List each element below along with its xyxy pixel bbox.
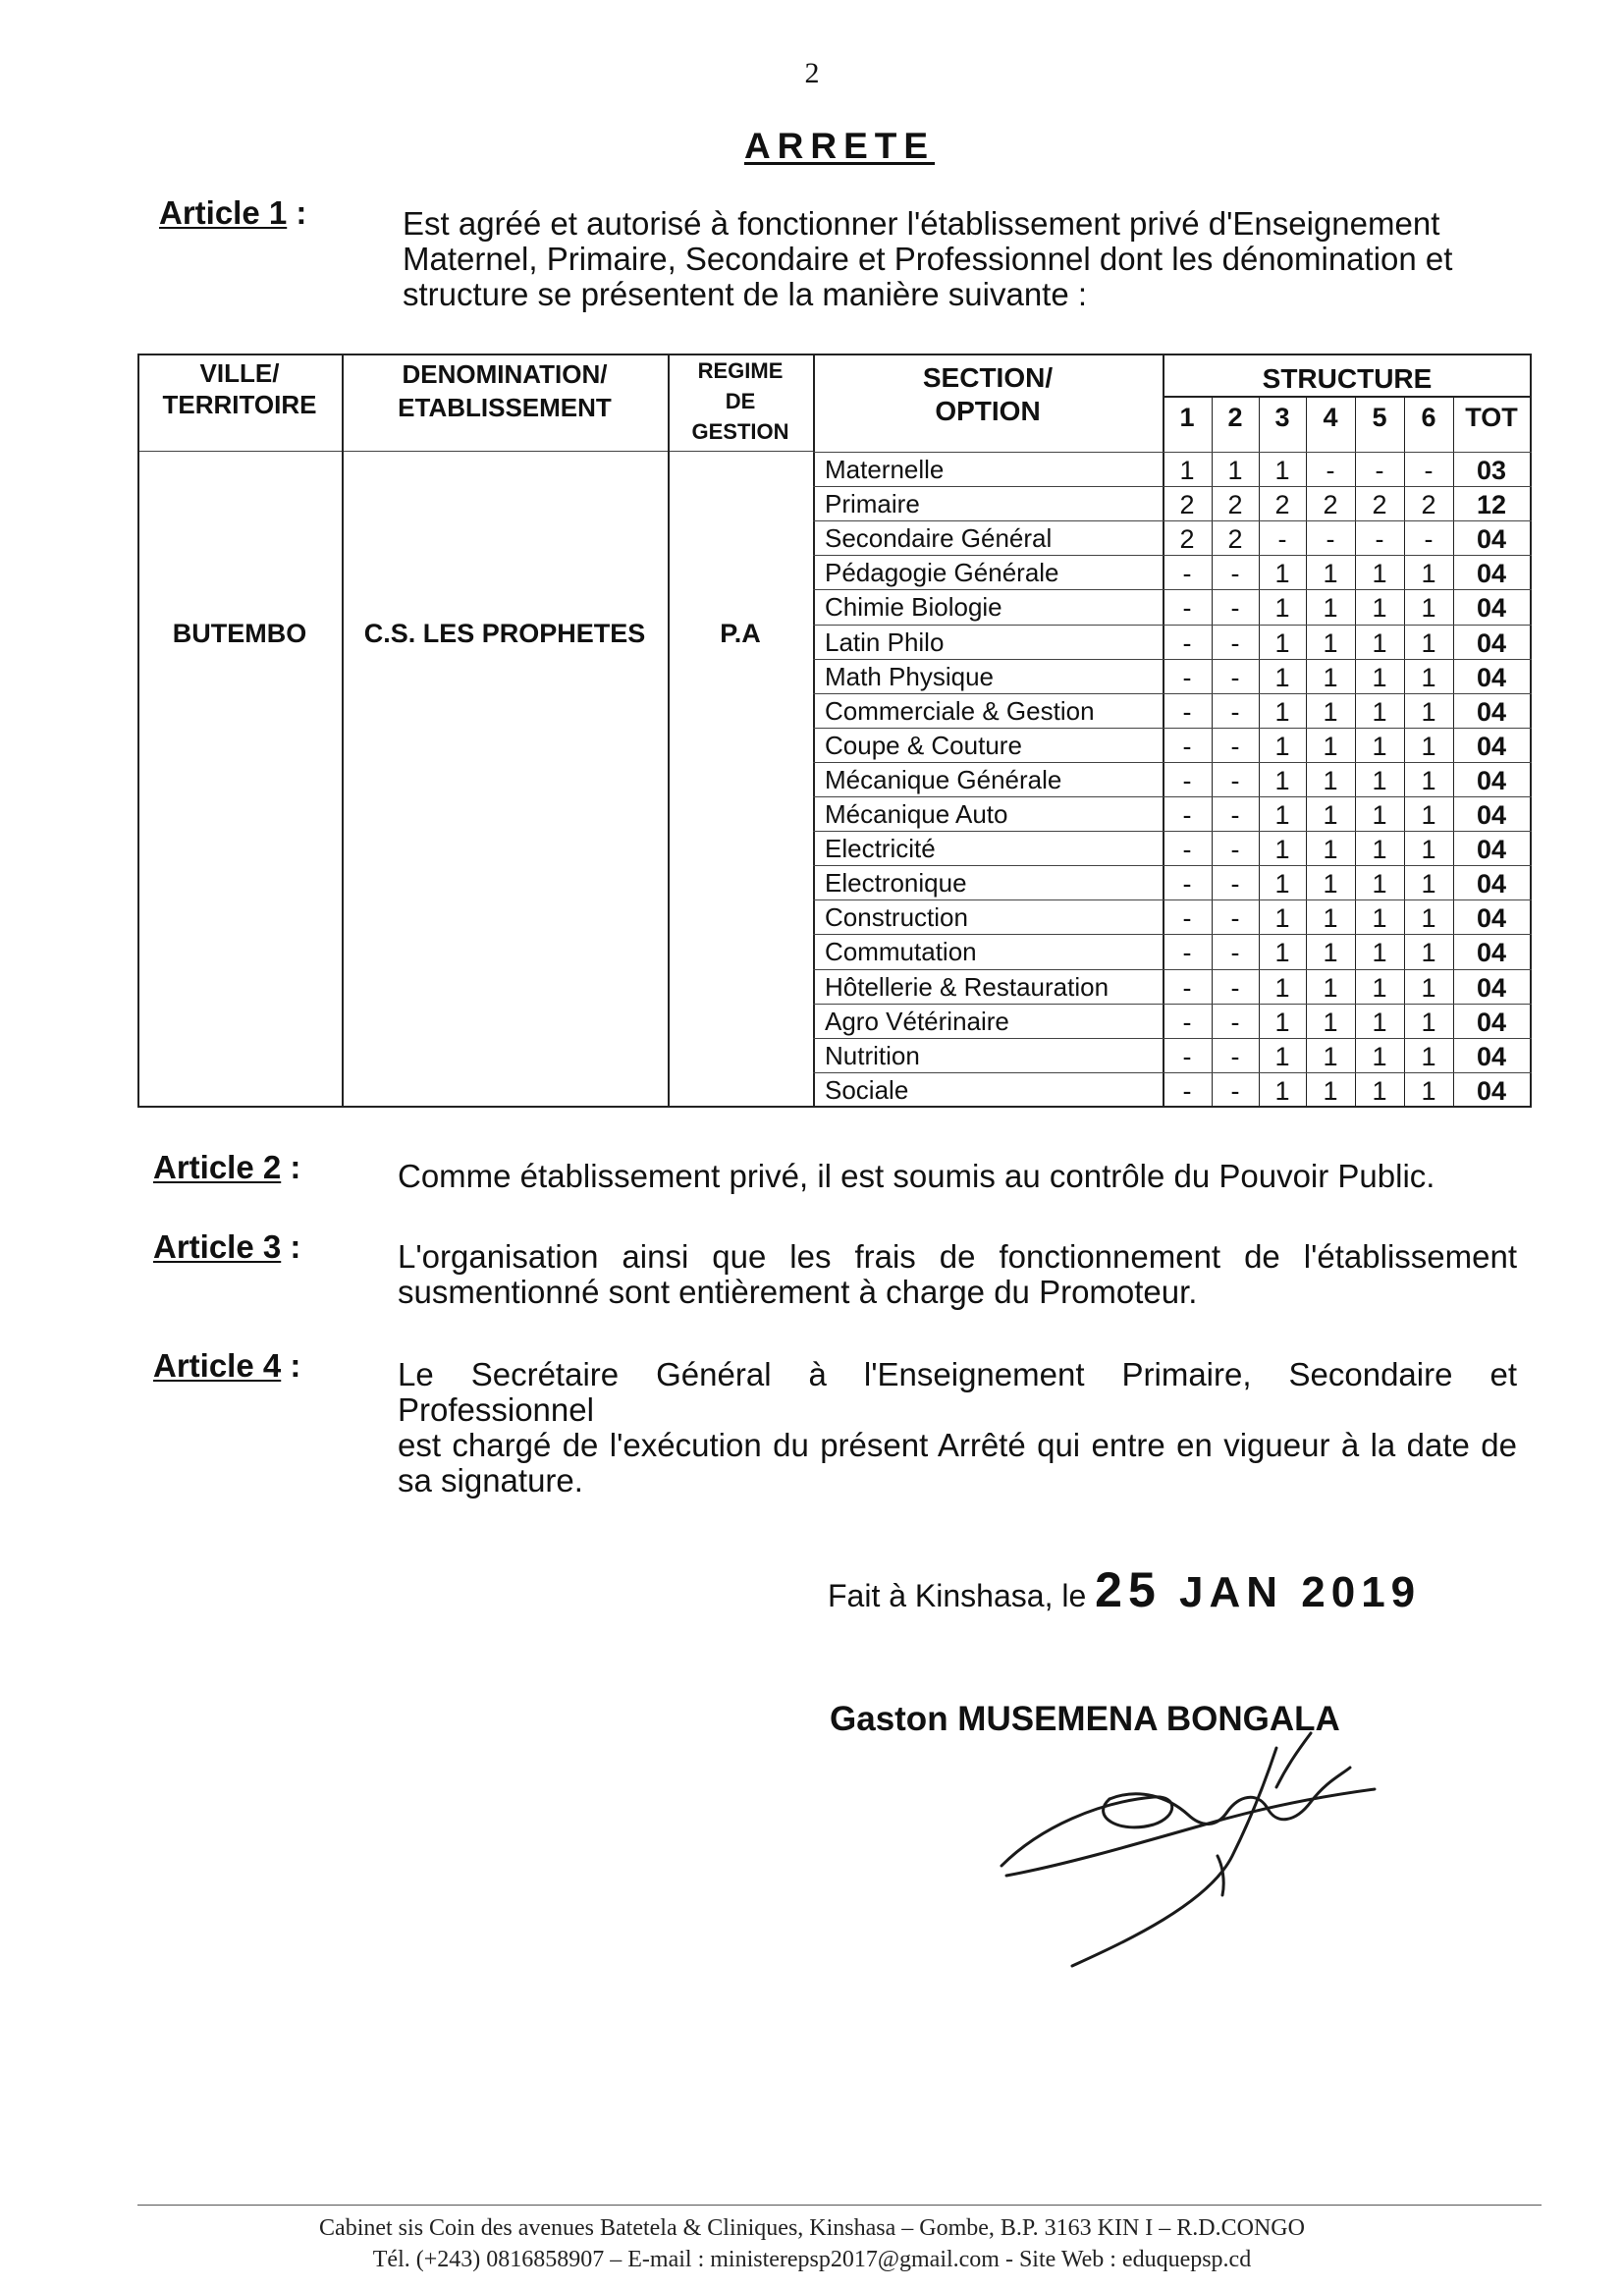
level-6-cell: 1 xyxy=(1421,1007,1436,1037)
level-3-cell: 1 xyxy=(1274,1075,1290,1106)
level-3-cell: 1 xyxy=(1274,1007,1290,1037)
total-cell: 04 xyxy=(1476,559,1507,589)
level-2-cell: - xyxy=(1230,765,1240,795)
level-4-cell: 1 xyxy=(1323,972,1338,1003)
level-2-cell: 2 xyxy=(1227,524,1243,555)
col-border-1 xyxy=(342,354,344,1108)
row-border xyxy=(813,934,1532,935)
option-cell: Nutrition xyxy=(825,1040,920,1070)
level-6-cell: 1 xyxy=(1421,559,1436,589)
level-2-cell: - xyxy=(1230,800,1240,830)
level-5-cell: 1 xyxy=(1372,835,1387,865)
level-6-cell: - xyxy=(1424,524,1434,555)
total-header: TOT xyxy=(1465,403,1518,432)
level-6-cell: 1 xyxy=(1421,1041,1436,1071)
level-5-cell: 1 xyxy=(1372,765,1387,795)
level-4-cell: 1 xyxy=(1323,627,1338,658)
level-3-cell: 1 xyxy=(1274,559,1290,589)
row-border xyxy=(813,693,1532,694)
table-top-border xyxy=(137,354,1532,355)
option-cell: Mécanique Générale xyxy=(825,764,1062,794)
article-4-label: Article 4 : xyxy=(153,1347,301,1384)
row-border xyxy=(813,831,1532,832)
level-3-cell: 1 xyxy=(1274,1041,1290,1071)
level-4-cell: 1 xyxy=(1323,559,1338,589)
level-2-cell: - xyxy=(1230,938,1240,968)
total-cell: 04 xyxy=(1476,1007,1507,1037)
total-cell: 04 xyxy=(1476,903,1507,934)
option-cell: Secondaire Général xyxy=(825,523,1053,554)
level-6-cell: 1 xyxy=(1421,903,1436,934)
total-cell: 04 xyxy=(1476,731,1507,761)
level-4-cell: 1 xyxy=(1323,662,1338,692)
level-header-5: 5 xyxy=(1372,403,1387,432)
date-day: 25 xyxy=(1095,1562,1162,1617)
level-6-cell: 1 xyxy=(1421,835,1436,865)
level-5-cell: 1 xyxy=(1372,869,1387,899)
total-cell: 04 xyxy=(1476,593,1507,624)
total-cell: 04 xyxy=(1476,1075,1507,1106)
level-1-cell: - xyxy=(1182,731,1192,761)
row-border xyxy=(813,486,1532,487)
option-cell: Chimie Biologie xyxy=(825,592,1002,623)
level-3-cell: 1 xyxy=(1274,662,1290,692)
level-3-cell: 1 xyxy=(1274,835,1290,865)
level-5-cell: 1 xyxy=(1372,696,1387,727)
level-1-cell: - xyxy=(1182,835,1192,865)
level-4-cell: 1 xyxy=(1323,1007,1338,1037)
date-month-year: JAN 2019 xyxy=(1179,1568,1422,1616)
col-border-2 xyxy=(668,354,670,1108)
option-cell: Math Physique xyxy=(825,661,994,691)
article-4-line-1: Le Secrétaire Général à l'Enseignement Primaire, Secondaire et Professionnel xyxy=(398,1356,1517,1428)
level-header-2: 2 xyxy=(1227,403,1243,432)
header-bottom-border-left xyxy=(137,451,813,452)
level-5-cell: 1 xyxy=(1372,731,1387,761)
row-border xyxy=(813,452,1532,453)
level-1-cell: 2 xyxy=(1179,490,1195,520)
signature-strokes xyxy=(1001,1733,1375,1966)
option-cell: Hôtellerie & Restauration xyxy=(825,971,1110,1002)
level-1-cell: - xyxy=(1182,593,1192,624)
footer-address: Cabinet sis Coin des avenues Batetela & Cliniques, Kinshasa – Gombe, B.P. 3163 KIN I – R.D.CONGO xyxy=(319,2215,1305,2241)
level-2-cell: - xyxy=(1230,731,1240,761)
row-border xyxy=(813,589,1532,590)
signatory-name: Gaston MUSEMENA BONGALA xyxy=(830,1700,1340,1738)
level-1-cell: 2 xyxy=(1179,524,1195,555)
level-4-cell: - xyxy=(1326,456,1335,485)
footer-divider xyxy=(137,2205,1542,2206)
col-border-0 xyxy=(137,354,139,1108)
document-title xyxy=(0,126,1624,167)
level-2-cell: - xyxy=(1230,627,1240,658)
article-4-line-3: sa signature. xyxy=(398,1462,583,1499)
article-4-line-2: est chargé de l'exécution du présent Arrêté qui entre en vigueur à la date de xyxy=(398,1427,1517,1463)
row-border xyxy=(813,1004,1532,1005)
level-4-cell: 1 xyxy=(1323,1041,1338,1071)
header-ville: VILLE/ TERRITOIRE xyxy=(162,358,317,419)
level-3-cell: 2 xyxy=(1274,490,1290,520)
page-number: 2 xyxy=(804,57,820,89)
level-1-cell: - xyxy=(1182,559,1192,589)
level-2-cell: - xyxy=(1230,662,1240,692)
level-1-cell: - xyxy=(1182,938,1192,968)
row-border xyxy=(813,520,1532,521)
level-1-cell: - xyxy=(1182,1075,1192,1106)
article-3-line-1: L'organisation ainsi que les frais de fonctionnement de l'établissement xyxy=(398,1238,1517,1275)
level-6-cell: 1 xyxy=(1421,869,1436,899)
level-6-cell: 1 xyxy=(1421,800,1436,830)
option-cell: Latin Philo xyxy=(825,627,945,657)
total-cell: 04 xyxy=(1476,627,1507,658)
level-2-cell: - xyxy=(1230,869,1240,899)
row-border xyxy=(813,1038,1532,1039)
level-header-3: 3 xyxy=(1274,403,1290,432)
article-2-label: Article 2 : xyxy=(153,1149,301,1185)
level-6-cell: 1 xyxy=(1421,1075,1436,1106)
header-denomination: DENOMINATION/ ETABLISSEMENT xyxy=(398,359,612,422)
total-cell: 04 xyxy=(1476,800,1507,830)
row-border xyxy=(813,555,1532,556)
option-cell: Electricité xyxy=(825,834,936,864)
article-2-text xyxy=(398,1159,1517,1194)
total-cell: 04 xyxy=(1476,662,1507,692)
level-3-cell: 1 xyxy=(1274,800,1290,830)
row-border xyxy=(813,762,1532,763)
level-2-cell: - xyxy=(1230,903,1240,934)
total-cell: 04 xyxy=(1476,765,1507,795)
article-1-line-1: Est agréé et autorisé à fonctionner l'établissement privé d'Enseignement xyxy=(403,205,1440,242)
level-5-cell: - xyxy=(1375,524,1384,555)
level-5-cell: - xyxy=(1375,456,1384,485)
date-stamp xyxy=(1095,1562,1422,1617)
level-4-cell: 1 xyxy=(1323,800,1338,830)
option-cell: Commerciale & Gestion xyxy=(825,695,1095,726)
level-1-cell: - xyxy=(1182,800,1192,830)
total-cell: 03 xyxy=(1476,456,1507,485)
row-border xyxy=(813,899,1532,900)
total-cell: 04 xyxy=(1476,972,1507,1003)
total-cell: 04 xyxy=(1476,835,1507,865)
level-1-cell: - xyxy=(1182,972,1192,1003)
level-3-cell: - xyxy=(1277,524,1287,555)
level-5-cell: 1 xyxy=(1372,1007,1387,1037)
level-4-cell: 1 xyxy=(1323,593,1338,624)
level-5-cell: 1 xyxy=(1372,1041,1387,1071)
level-2-cell: - xyxy=(1230,972,1240,1003)
level-5-cell: 1 xyxy=(1372,800,1387,830)
article-1-line-3: structure se présentent de la manière suivante : xyxy=(403,276,1088,312)
level-4-cell: 1 xyxy=(1323,869,1338,899)
level-5-cell: 1 xyxy=(1372,903,1387,934)
level-1-cell: - xyxy=(1182,765,1192,795)
col-border-3 xyxy=(813,354,815,1108)
level-3-cell: 1 xyxy=(1274,869,1290,899)
level-1-cell: - xyxy=(1182,662,1192,692)
level-5-cell: 1 xyxy=(1372,938,1387,968)
level-6-cell: 2 xyxy=(1421,490,1436,520)
place-and-date xyxy=(828,1561,1421,1618)
row-border xyxy=(813,728,1532,729)
level-1-cell: - xyxy=(1182,1007,1192,1037)
level-6-cell: 1 xyxy=(1421,972,1436,1003)
total-cell: 04 xyxy=(1476,938,1507,968)
row-border xyxy=(813,865,1532,866)
level-6-cell: 1 xyxy=(1421,593,1436,624)
level-4-cell: 1 xyxy=(1323,938,1338,968)
option-cell: Mécanique Auto xyxy=(825,799,1008,829)
row-border xyxy=(813,969,1532,970)
level-4-cell: 1 xyxy=(1323,765,1338,795)
level-3-cell: 1 xyxy=(1274,593,1290,624)
level-2-cell: - xyxy=(1230,1007,1240,1037)
level-5-cell: 1 xyxy=(1372,559,1387,589)
header-regime: REGIME DE GESTION xyxy=(691,358,789,444)
article-3-text xyxy=(398,1239,1517,1310)
article-1-label: Article 1 : xyxy=(159,194,307,231)
option-cell: Coupe & Couture xyxy=(825,730,1022,760)
option-cell: Pédagogie Générale xyxy=(825,558,1059,588)
header-section: SECTION/ OPTION xyxy=(922,362,1054,426)
level-3-cell: 1 xyxy=(1274,456,1290,485)
row-border xyxy=(813,796,1532,797)
level-6-cell: 1 xyxy=(1421,627,1436,658)
total-cell: 04 xyxy=(1476,524,1507,555)
level-2-cell: - xyxy=(1230,1075,1240,1106)
level-6-cell: 1 xyxy=(1421,731,1436,761)
level-4-cell: 1 xyxy=(1323,1075,1338,1106)
level-3-cell: 1 xyxy=(1274,903,1290,934)
level-2-cell: - xyxy=(1230,835,1240,865)
option-cell: Sociale xyxy=(825,1074,909,1105)
article-1-text xyxy=(403,206,1522,312)
level-4-cell: 1 xyxy=(1323,731,1338,761)
document-title-text: ARRETE xyxy=(743,126,936,166)
level-3-cell: 1 xyxy=(1274,972,1290,1003)
level-1-cell: - xyxy=(1182,627,1192,658)
option-cell: Commutation xyxy=(825,937,977,967)
level-4-cell: - xyxy=(1326,524,1335,555)
level-2-cell: - xyxy=(1230,696,1240,727)
ville-cell: BUTEMBO xyxy=(172,619,307,648)
total-cell: 12 xyxy=(1476,490,1507,520)
level-2-cell: 2 xyxy=(1227,490,1243,520)
level-1-cell: 1 xyxy=(1179,456,1195,485)
level-5-cell: 1 xyxy=(1372,593,1387,624)
etablissement-cell: C.S. LES PROPHETES xyxy=(363,619,646,648)
row-border xyxy=(813,1072,1532,1073)
article-4-text xyxy=(398,1357,1517,1499)
article-3-line-2: susmentionné sont entièrement à charge du Promoteur. xyxy=(398,1274,1198,1310)
article-3-label: Article 3 : xyxy=(153,1228,301,1265)
article-1-line-2: Maternel, Primaire, Secondaire et Professionnel dont les dénomination et xyxy=(403,241,1453,277)
total-cell: 04 xyxy=(1476,1041,1507,1071)
option-cell: Construction xyxy=(825,902,968,933)
footer-contact: Tél. (+243) 0816858907 – E-mail : ministerepsp2017@gmail.com - Site Web : eduquepsp.cd xyxy=(372,2247,1252,2272)
level-6-cell: 1 xyxy=(1421,696,1436,727)
level-4-cell: 1 xyxy=(1323,903,1338,934)
place-text: Fait à Kinshasa, le xyxy=(828,1578,1087,1613)
level-3-cell: 1 xyxy=(1274,938,1290,968)
level-3-cell: 1 xyxy=(1274,731,1290,761)
level-2-cell: - xyxy=(1230,1041,1240,1071)
level-5-cell: 2 xyxy=(1372,490,1387,520)
total-cell: 04 xyxy=(1476,696,1507,727)
level-header-1: 1 xyxy=(1179,403,1195,432)
structure-subheader-border xyxy=(1163,396,1532,398)
level-5-cell: 1 xyxy=(1372,662,1387,692)
level-1-cell: - xyxy=(1182,903,1192,934)
level-2-cell: - xyxy=(1230,559,1240,589)
level-6-cell: 1 xyxy=(1421,662,1436,692)
structure-table xyxy=(137,354,1532,1108)
level-5-cell: 1 xyxy=(1372,1075,1387,1106)
option-cell: Maternelle xyxy=(825,455,945,484)
level-1-cell: - xyxy=(1182,1041,1192,1071)
row-border xyxy=(813,625,1532,626)
level-header-6: 6 xyxy=(1421,403,1436,432)
level-header-4: 4 xyxy=(1323,403,1338,432)
level-4-cell: 1 xyxy=(1323,835,1338,865)
signature-mark xyxy=(982,1709,1394,2003)
level-6-cell: - xyxy=(1424,456,1434,485)
level-5-cell: 1 xyxy=(1372,972,1387,1003)
level-2-cell: - xyxy=(1230,593,1240,624)
level-6-cell: 1 xyxy=(1421,938,1436,968)
article-2-line-1: Comme établissement privé, il est soumis au contrôle du Pouvoir Public. xyxy=(398,1158,1435,1194)
col-border-right xyxy=(1530,354,1532,1108)
level-1-cell: - xyxy=(1182,869,1192,899)
option-cell: Electronique xyxy=(825,868,967,899)
option-cell: Agro Vétérinaire xyxy=(825,1006,1009,1036)
total-cell: 04 xyxy=(1476,869,1507,899)
level-3-cell: 1 xyxy=(1274,627,1290,658)
header-structure: STRUCTURE xyxy=(1262,363,1433,394)
level-6-cell: 1 xyxy=(1421,765,1436,795)
level-4-cell: 2 xyxy=(1323,490,1338,520)
level-1-cell: - xyxy=(1182,696,1192,727)
option-cell: Primaire xyxy=(825,489,920,519)
level-4-cell: 1 xyxy=(1323,696,1338,727)
level-5-cell: 1 xyxy=(1372,627,1387,658)
level-2-cell: 1 xyxy=(1227,456,1243,485)
row-border xyxy=(813,659,1532,660)
regime-cell: P.A xyxy=(720,619,761,648)
level-3-cell: 1 xyxy=(1274,765,1290,795)
level-3-cell: 1 xyxy=(1274,696,1290,727)
